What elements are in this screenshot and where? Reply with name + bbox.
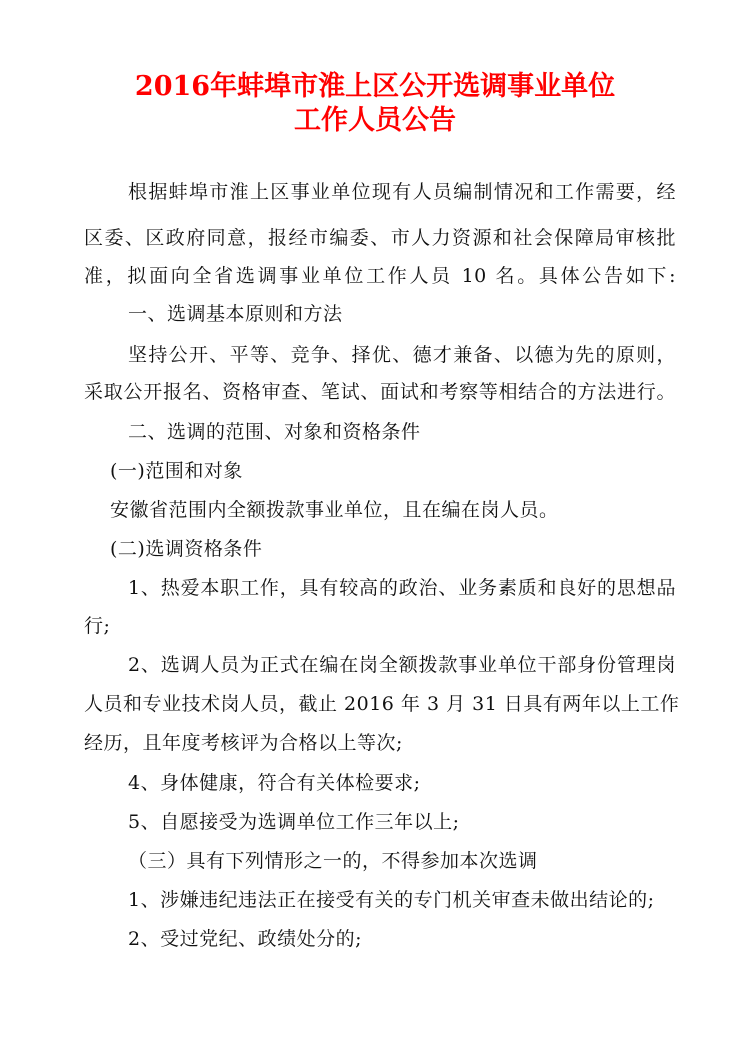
list-item-line: 1、涉嫌违纪违法正在接受有关的专门机关审查未做出结论的; [128, 889, 655, 911]
paragraph-line: 安徽省范围内全额拨款事业单位，且在编在岗人员。 [110, 499, 559, 521]
paragraph-line: 根据蚌埠市淮上区事业单位现有人员编制情况和工作需要，经 [128, 181, 676, 203]
list-item-line: 5、自愿接受为选调单位工作三年以上; [128, 811, 460, 833]
paragraph-line: 区委、区政府同意，报经市编委、市人力资源和社会保障局审核批 [84, 227, 676, 249]
subsection-heading: (二)选调资格条件 [110, 538, 263, 560]
list-item-line: 4、身体健康，符合有关体检要求; [128, 772, 421, 794]
list-item-line: 2、选调人员为正式在编在岗全额拨款事业单位干部身份管理岗 [128, 654, 676, 676]
section-heading: 一、选调基本原则和方法 [128, 303, 343, 325]
list-item-line: 1、热爱本职工作，具有较高的政治、业务素质和良好的思想品 [128, 577, 676, 599]
subsection-heading: （三）具有下列情形之一的，不得参加本次选调 [128, 850, 538, 872]
paragraph-line: 准，拟面向全省选调事业单位工作人员 10 名。具体公告如下: [84, 265, 676, 287]
section-heading: 二、选调的范围、对象和资格条件 [128, 421, 421, 443]
list-item-line: 经历，且年度考核评为合格以上等次; [84, 732, 403, 754]
paragraph-line: 坚持公开、平等、竞争、择优、德才兼备、以德为先的原则， [128, 344, 676, 366]
document-title-line-2: 工作人员公告 [294, 105, 456, 136]
document-title-line-1: 2016年蚌埠市淮上区公开选调事业单位 [134, 71, 616, 102]
paragraph-line: 采取公开报名、资格审查、笔试、面试和考察等相结合的方法进行。 [84, 381, 676, 403]
list-item-line: 人员和专业技术岗人员，截止 2016 年 3 月 31 日具有两年以上工作 [84, 693, 680, 715]
list-item-line: 2、受过党纪、政绩处分的; [128, 928, 362, 950]
subsection-heading: (一)范围和对象 [110, 460, 243, 482]
list-item-line: 行; [84, 615, 111, 637]
